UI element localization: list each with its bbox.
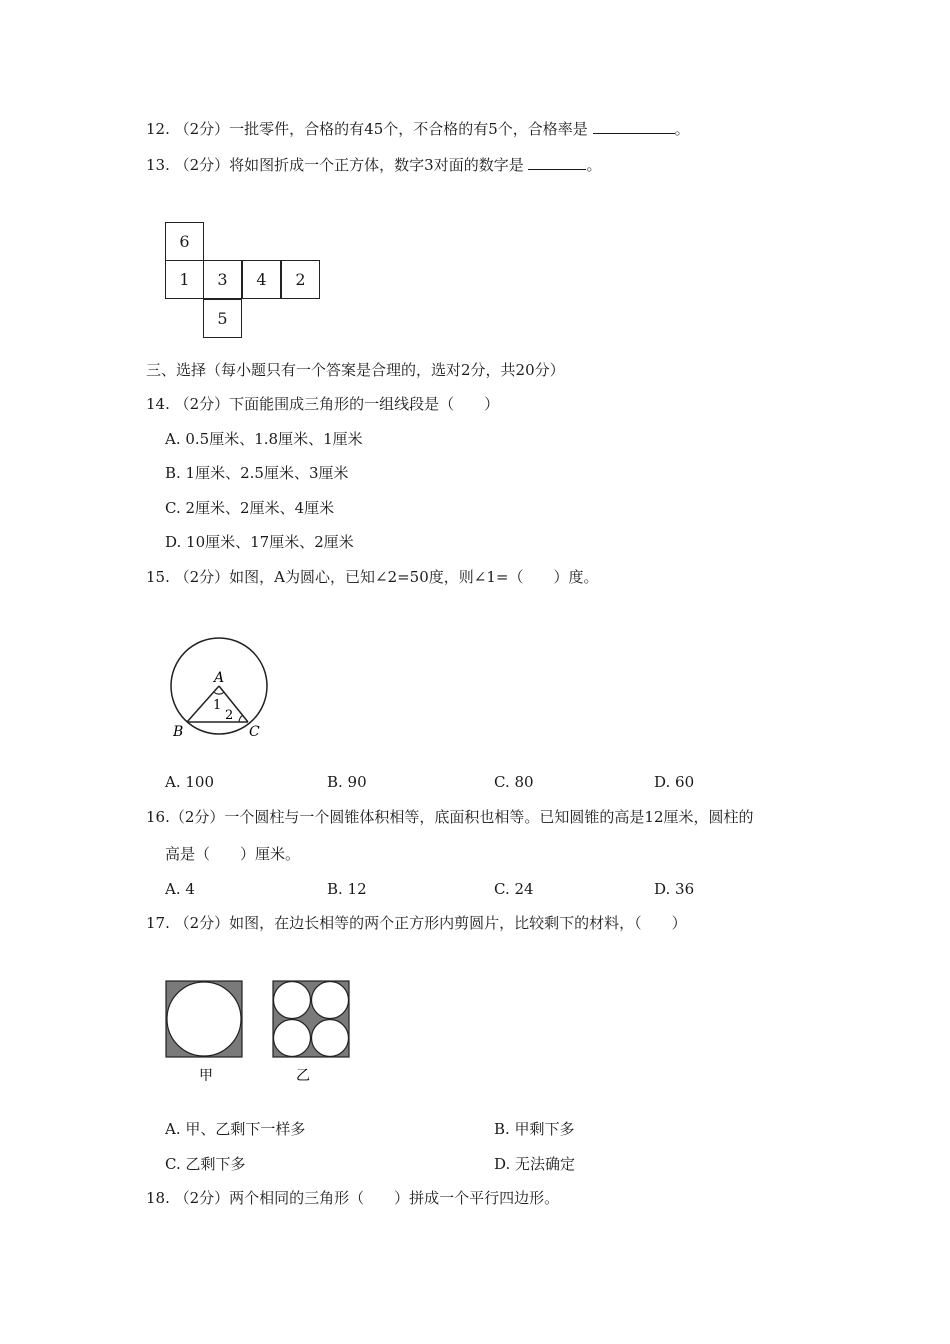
label-b: B (173, 724, 184, 740)
option-16-d[interactable]: D. 36 (654, 880, 695, 898)
label-angle-2: 2 (225, 708, 234, 723)
question-13-text: 13. （2分）将如图折成一个正方体，数字3对面的数字是 (146, 156, 529, 174)
option-14-c[interactable]: C. 2厘米、2厘米、4厘米 (165, 499, 335, 517)
net-cell: 4 (242, 260, 281, 299)
question-17-stem: 17. （2分）如图，在边长相等的两个正方形内剪圆片，比较剩下的材料，（ ） (146, 914, 687, 932)
circle-yi-2 (312, 982, 349, 1019)
label-yi: 乙 (296, 1068, 310, 1084)
label-a: A (214, 670, 225, 686)
option-17-a[interactable]: A. 甲、乙剩下一样多 (165, 1120, 306, 1138)
angle-2-arc (239, 715, 243, 722)
circle-triangle-svg (160, 630, 280, 745)
option-14-b[interactable]: B. 1厘米、2.5厘米、3厘米 (165, 464, 349, 482)
answer-blank-12[interactable] (593, 119, 675, 134)
squares-circles-figure (165, 980, 355, 1090)
question-16-stem-line2: 高是（ ）厘米。 (165, 845, 301, 863)
net-cell: 1 (165, 260, 204, 299)
option-16-b[interactable]: B. 12 (327, 880, 367, 898)
option-16-a[interactable]: A. 4 (165, 880, 195, 898)
question-12 (146, 119, 690, 139)
question-12-text: 12. （2分）一批零件，合格的有45个，不合格的有5个，合格率是 (146, 120, 593, 138)
net-cell: 6 (165, 222, 204, 261)
net-cell: 5 (203, 299, 242, 338)
angle-1-arc (214, 692, 224, 694)
label-jia: 甲 (199, 1068, 213, 1084)
net-cell: 2 (281, 260, 320, 299)
option-17-c[interactable]: C. 乙剩下多 (165, 1155, 246, 1173)
squares-circles-svg (165, 980, 355, 1090)
question-15-stem: 15. （2分）如图，A为圆心，已知∠2=50度，则∠1=（ ）度。 (146, 568, 599, 586)
question-16-stem-line1: 16.（2分）一个圆柱与一个圆锥体积相等，底面积也相等。已知圆锥的高是12厘米，圆柱的 (146, 808, 754, 826)
label-c: C (249, 724, 260, 740)
net-cell: 3 (203, 260, 242, 299)
circle-yi-3 (274, 1020, 311, 1057)
circle-jia (167, 982, 241, 1056)
option-14-a[interactable]: A. 0.5厘米、1.8厘米、1厘米 (165, 430, 363, 448)
option-15-b[interactable]: B. 90 (327, 773, 367, 791)
option-16-c[interactable]: C. 24 (494, 880, 534, 898)
segment-ac (219, 686, 248, 722)
question-13 (146, 155, 602, 175)
answer-blank-13[interactable] (528, 155, 586, 170)
label-angle-1: 1 (213, 698, 222, 713)
circle-yi-4 (312, 1020, 349, 1057)
question-13-end: 。 (586, 156, 602, 174)
option-17-b[interactable]: B. 甲剩下多 (494, 1120, 575, 1138)
section-3-title: 三、选择（每小题只有一个答案是合理的，选对2分，共20分） (146, 361, 565, 379)
option-14-d[interactable]: D. 10厘米、17厘米、2厘米 (165, 533, 354, 551)
circle-yi-1 (274, 982, 311, 1019)
question-12-end: 。 (674, 120, 690, 138)
question-18-stem: 18. （2分）两个相同的三角形（ ）拼成一个平行四边形。 (146, 1189, 560, 1207)
cube-net-figure (165, 222, 325, 342)
option-15-a[interactable]: A. 100 (165, 773, 214, 791)
circle-triangle-figure (160, 630, 280, 745)
option-15-c[interactable]: C. 80 (494, 773, 534, 791)
option-15-d[interactable]: D. 60 (654, 773, 695, 791)
question-14-stem: 14. （2分）下面能围成三角形的一组线段是（ ） (146, 395, 500, 413)
option-17-d[interactable]: D. 无法确定 (494, 1155, 576, 1173)
